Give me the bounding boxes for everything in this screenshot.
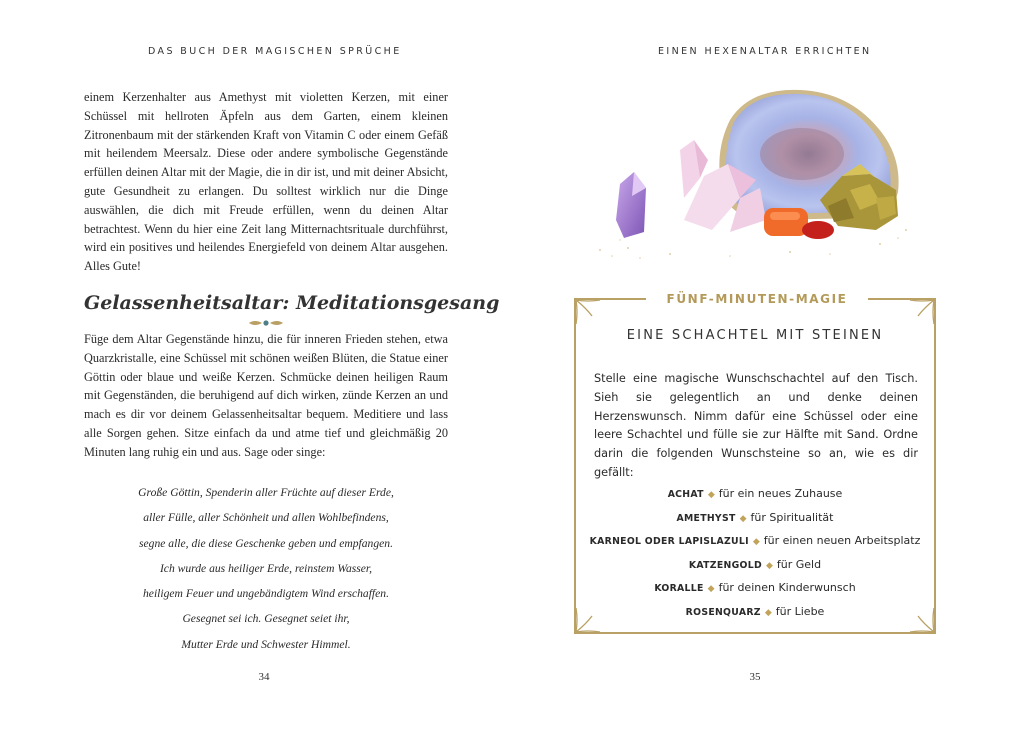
running-head-left: DAS BUCH DER MAGISCHEN SPRÜCHE bbox=[148, 46, 402, 57]
list-item bbox=[576, 506, 934, 530]
list-item bbox=[576, 529, 934, 553]
list-item bbox=[576, 553, 934, 577]
box-label: FÜNF-MINUTEN-MAGIE bbox=[646, 289, 868, 309]
stone-meaning: für Spiritualität bbox=[750, 510, 834, 524]
verse-line: heiligem Feuer und ungebändigtem Wind erschaffen. bbox=[143, 587, 389, 601]
stone-name: KATZENGOLD bbox=[688, 559, 762, 571]
body-paragraph-2: Füge dem Altar Gegenstände hinzu, die für inneren Frieden stehen, etwa Quarzkristalle, eine Schüssel mit schönen weißen Blüten, die Statue einer Göttin oder blaue und weiße Kerzen. Schmücke deinen heiligen Raum mit Gegenständen, die beruhigend auf dich wirken, zünde Kerzen an und mach es dir vor deinem Gelassenheitsaltar bequem. Meditiere und lass alle Sorgen gehen. Sitze einfach da und atme tief und gleichmäßig 20 Minuten lang ruhig ein und aus. Sage oder singe: bbox=[84, 332, 448, 459]
page-number-right: 35 bbox=[749, 671, 761, 683]
box-paragraph: Stelle eine magische Wunschschachtel auf den Tisch. Sieh sie gelegentlich an und denke deinen Herzenswunsch. Nimm dafür eine Schüssel oder eine leere Schachtel und fülle sie zur Hälfte mit Sand. Ordne darin die folgenden Wunschsteine so an, wie es dir gefällt: bbox=[594, 372, 918, 479]
body-paragraph-1: einem Kerzenhalter aus Amethyst mit violetten Kerzen, mit einer Schüssel mit hellroten Äpfeln aus dem Garten, einem kleinen Zitronenbaum mit der stärkenden Kraft von Vitamin C oder einem Gefäß mit heilendem Meersalz. Diese oder andere symbolische Gegenstände erfüllen deinen Altar mit der Magie, die in dir ist, und mit deiner Absicht, gute Gesundheit zu erlangen. Du solltest wirklich nur die Dinge auswählen, die dich mit Freude erfüllen, wenn du deinen Altar betrachtest. Wenn du hier eine Zeit lang Mitternachtsrituale durchführst, wird ein positives und heilendes Energiefeld von deinem Altar ausgehen. Alles Gute! bbox=[84, 90, 448, 274]
ornament-divider-icon bbox=[248, 318, 284, 328]
stone-name: ACHAT bbox=[667, 489, 704, 500]
corner-flourish-icon bbox=[906, 298, 936, 328]
list-item bbox=[576, 482, 934, 506]
stone-name: AMETHYST bbox=[676, 512, 736, 524]
crystals-illustration bbox=[580, 80, 920, 270]
diamond-icon: ◆ bbox=[765, 560, 773, 571]
diamond-icon: ◆ bbox=[707, 584, 715, 595]
stone-meaning: für ein neues Zuhause bbox=[718, 487, 843, 500]
page-number-left: 34 bbox=[258, 671, 270, 683]
stone-meaning: für Liebe bbox=[775, 604, 825, 618]
stone-name: KORALLE bbox=[654, 583, 704, 595]
verse-line: Große Göttin, Spenderin aller Früchte auf dieser Erde, bbox=[138, 486, 394, 499]
five-minute-magic-box bbox=[574, 292, 936, 634]
stone-meaning: für Geld bbox=[776, 557, 822, 571]
stone-meaning: für deinen Kinderwunsch bbox=[718, 581, 856, 595]
list-item bbox=[576, 576, 934, 600]
diamond-icon: ◆ bbox=[739, 513, 747, 524]
chant-verse bbox=[84, 480, 448, 657]
verse-line: Gesegnet sei ich. Gesegnet seiet ihr, bbox=[182, 612, 350, 626]
stone-meaning: für einen neuen Arbeitsplatz bbox=[763, 534, 921, 548]
diamond-icon: ◆ bbox=[752, 537, 760, 548]
stone-name: ROSENQUARZ bbox=[685, 606, 761, 618]
section-title: Gelassenheitsaltar: Meditationsgesang bbox=[84, 292, 500, 314]
list-item bbox=[576, 600, 934, 624]
box-title: EINE SCHACHTEL MIT STEINEN bbox=[626, 328, 884, 343]
verse-line: segne alle, die diese Geschenke geben und empfangen. bbox=[138, 536, 393, 550]
verse-line: aller Fülle, aller Schönheit und allen Wohlbefindens, bbox=[143, 511, 389, 525]
diamond-icon: ◆ bbox=[764, 607, 772, 618]
corner-flourish-icon bbox=[574, 298, 604, 328]
diamond-icon: ◆ bbox=[707, 490, 715, 500]
verse-line: Mutter Erde und Schwester Himmel. bbox=[181, 637, 351, 651]
running-head-right: EINEN HEXENALTAR ERRICHTEN bbox=[658, 46, 872, 57]
stone-name: KARNEOL ODER LAPISLAZULI bbox=[589, 536, 749, 548]
right-page bbox=[510, 0, 1020, 736]
wish-stones-list bbox=[576, 482, 934, 624]
verse-line: Ich wurde aus heiliger Erde, reinstem Wasser, bbox=[159, 561, 373, 575]
